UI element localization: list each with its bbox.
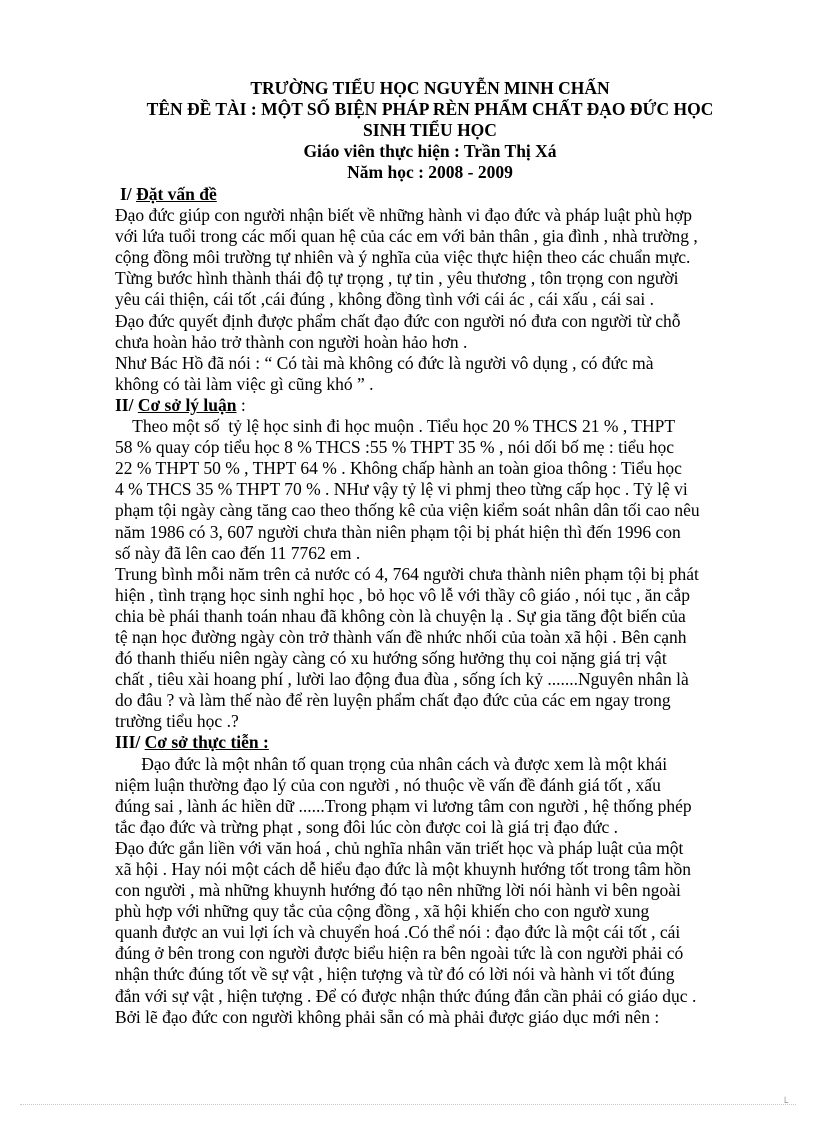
text-line: tệ nạn học đường ngày còn trở thành vấn đề nhức nhối của toàn xã hội . Bên cạnh [115,626,687,647]
text-line: đúng ở bên trong con người được biểu hiện ra bên ngoài tức là con người phải có [115,943,684,964]
text-line: năm 1986 có 3, 607 người chưa thàn niên phạm tội bị phát hiện thì đến 1996 con [115,521,681,542]
text-line: niệm luận thường đạo lý của con người , nó thuộc về vấn đề đánh giá tốt , xấu [115,774,661,795]
document-header [100,78,760,183]
section-3-heading [115,732,785,753]
page-footer-divider [20,1104,796,1105]
text-line: Theo một số tỷ lệ học sinh đi học muộn . Tiểu học 20 % THCS 21 % , THPT [115,416,676,437]
section-1-heading [115,184,785,205]
text-line: số này đã lên cao đến 11 7762 em . [115,542,361,563]
text-line: trường tiểu học .? [115,711,239,732]
text-line: chất , tiêu xài hoang phí , lười lao động đua đùa , sống ích kỷ .......Nguyên nhân là [115,669,689,690]
section-1-number: I/ [120,184,137,204]
text-line: chưa hoàn hảo trở thành con người hoàn hảo hơn . [115,331,468,352]
text-line: Đạo đức gắn liền với văn hoá , chủ nghĩa nhân văn triết học và pháp luật của một [115,837,684,858]
teacher-name: Giáo viên thực hiện : Trần Thị Xá [303,141,557,161]
text-line: Đạo đức là một nhân tố quan trọng của nhân cách và được xem là một khái [115,753,668,774]
document-body [115,184,785,1028]
text-line: chia bè phái thanh toán nhau đã không còn là chuyện lạ . Sự gia tăng đột biến của [115,605,686,626]
text-line: cộng đồng môi trường tự nhiên và ý nghĩa của việc thực hiện theo các chuẩn mực. [115,247,691,268]
text-line: đó thanh thiếu niên ngày càng có xu hướng sống hưởng thụ coi nặng giá trị vật [115,648,667,669]
text-line: xã hội . Hay nói một cách dễ hiểu đạo đức là một khuynh hướng tốt trong tâm hồn [115,859,691,879]
section-1-paragraph-1 [115,205,785,310]
text-line: yêu cái thiện, cái tốt ,cái đúng , không đồng tình với cái ác , cái xấu , cái sai . [115,289,654,310]
school-name: TRƯỜNG TIỂU HỌC NGUYỄN MINH CHẤN [250,78,610,98]
text-line: không có tài làm việc gì cũng khó ” . [115,373,374,394]
section-2-paragraph-1 [115,416,785,564]
section-3-paragraph-2 [115,838,785,1028]
text-line: Đạo đức quyết định được phẩm chất đạo đức con người nó đưa con người từ chỗ [115,310,681,331]
school-year: Năm học : 2008 - 2009 [347,162,513,182]
text-line: quanh được an vui lợi ích và chuyển hoá .Có thể nói : đạo đức là một cái tốt , cái [115,922,681,943]
text-line: Đạo đức giúp con người nhận biết về những hành vi đạo đức và pháp luật phù hợp [115,205,692,226]
text-line: phạm tội ngày càng tăng cao theo thống kê của viện kiểm soát nhân dân tối cao nêu [115,500,700,521]
text-line: Như Bác Hồ đã nói : “ Có tài mà không có đức là người vô dụng , có đức mà [115,352,654,373]
text-line: 22 % THPT 50 % , THPT 64 % . Không chấp hành an toàn gioa thông : Tiểu học [115,458,682,479]
section-3-number: III/ [115,732,145,753]
section-2-number: II/ [115,394,138,415]
section-1-paragraph-2 [115,311,785,353]
text-line: tắc đạo đức và trừng phạt , song đôi lúc còn được coi là giá trị đạo đức . [115,816,619,837]
text-line: đúng sai , lành ác hiền dữ ......Trong phạm vi lương tâm con người , hệ thống phép [115,795,692,816]
text-line: do đâu ? và làm thế nào để rèn luyện phẩm chất đạo đức của các em ngay trong [115,690,671,711]
text-line: đắn với sự vật , hiện tượng . Để có được nhận thức đúng đắn cần phải có giáo dục . [115,985,697,1006]
text-line: 4 % THCS 35 % THPT 70 % . NHư vậy tỷ lệ vi phmj theo từng cấp học . Tỷ lệ vi [115,479,688,500]
section-2-title: Cơ sở lý luận [137,394,237,415]
text-line: hiện , tình trạng học sinh nghỉ học , bỏ học vô lễ với thầy cô giáo , nói tục , ăn cắp [115,584,690,605]
topic-title-line-2: SINH TIỂU HỌC [363,120,497,140]
text-line: Từng bước hình thành thái độ tự trọng , tự tin , yêu thương , tôn trọng con người [115,268,679,289]
text-line: con người , mà những khuynh hướng đó tạo nên những lời nói hành vi bên ngoài [115,880,681,901]
text-line: phù hợp với những quy tắc của cộng đồng , xã hội khiến cho con ngườ xung [115,901,650,922]
section-3-paragraph-1 [115,754,785,838]
section-1-paragraph-3 [115,353,785,395]
text-line: Trung bình mỗi năm trên cả nước có 4, 764 người chưa thành niên phạm tội bị phát [115,563,699,584]
section-1-title: Đặt vấn đề [136,184,217,204]
section-3-title: Cơ sở thực tiễn : [144,732,269,753]
text-line: Bởi lẽ đạo đức con người không phải sẵn có mà phải được giáo dục mới nên : [115,1006,660,1027]
section-2-suffix: : [236,394,246,415]
text-line: với lứa tuổi trong các mối quan hệ của các em với bản thân , gia đình , nhà trường , [115,226,698,247]
section-2-paragraph-2 [115,564,785,733]
page-end-mark-icon: └ [782,1098,789,1109]
text-line: 58 % quay cóp tiểu học 8 % THCS :55 % THPT 35 % , nói dối bố mẹ : tiểu học [115,437,674,458]
text-line: nhận thức đúng tốt về sự vật , hiện tượng và từ đó có lời nói và hành vi tốt đúng [115,964,675,985]
section-2-heading [115,395,785,416]
topic-title-line-1: TÊN ĐỀ TÀI : MỘT SỐ BIỆN PHÁP RÈN PHẨM CHẤT ĐẠO ĐỨC HỌC [146,99,714,119]
